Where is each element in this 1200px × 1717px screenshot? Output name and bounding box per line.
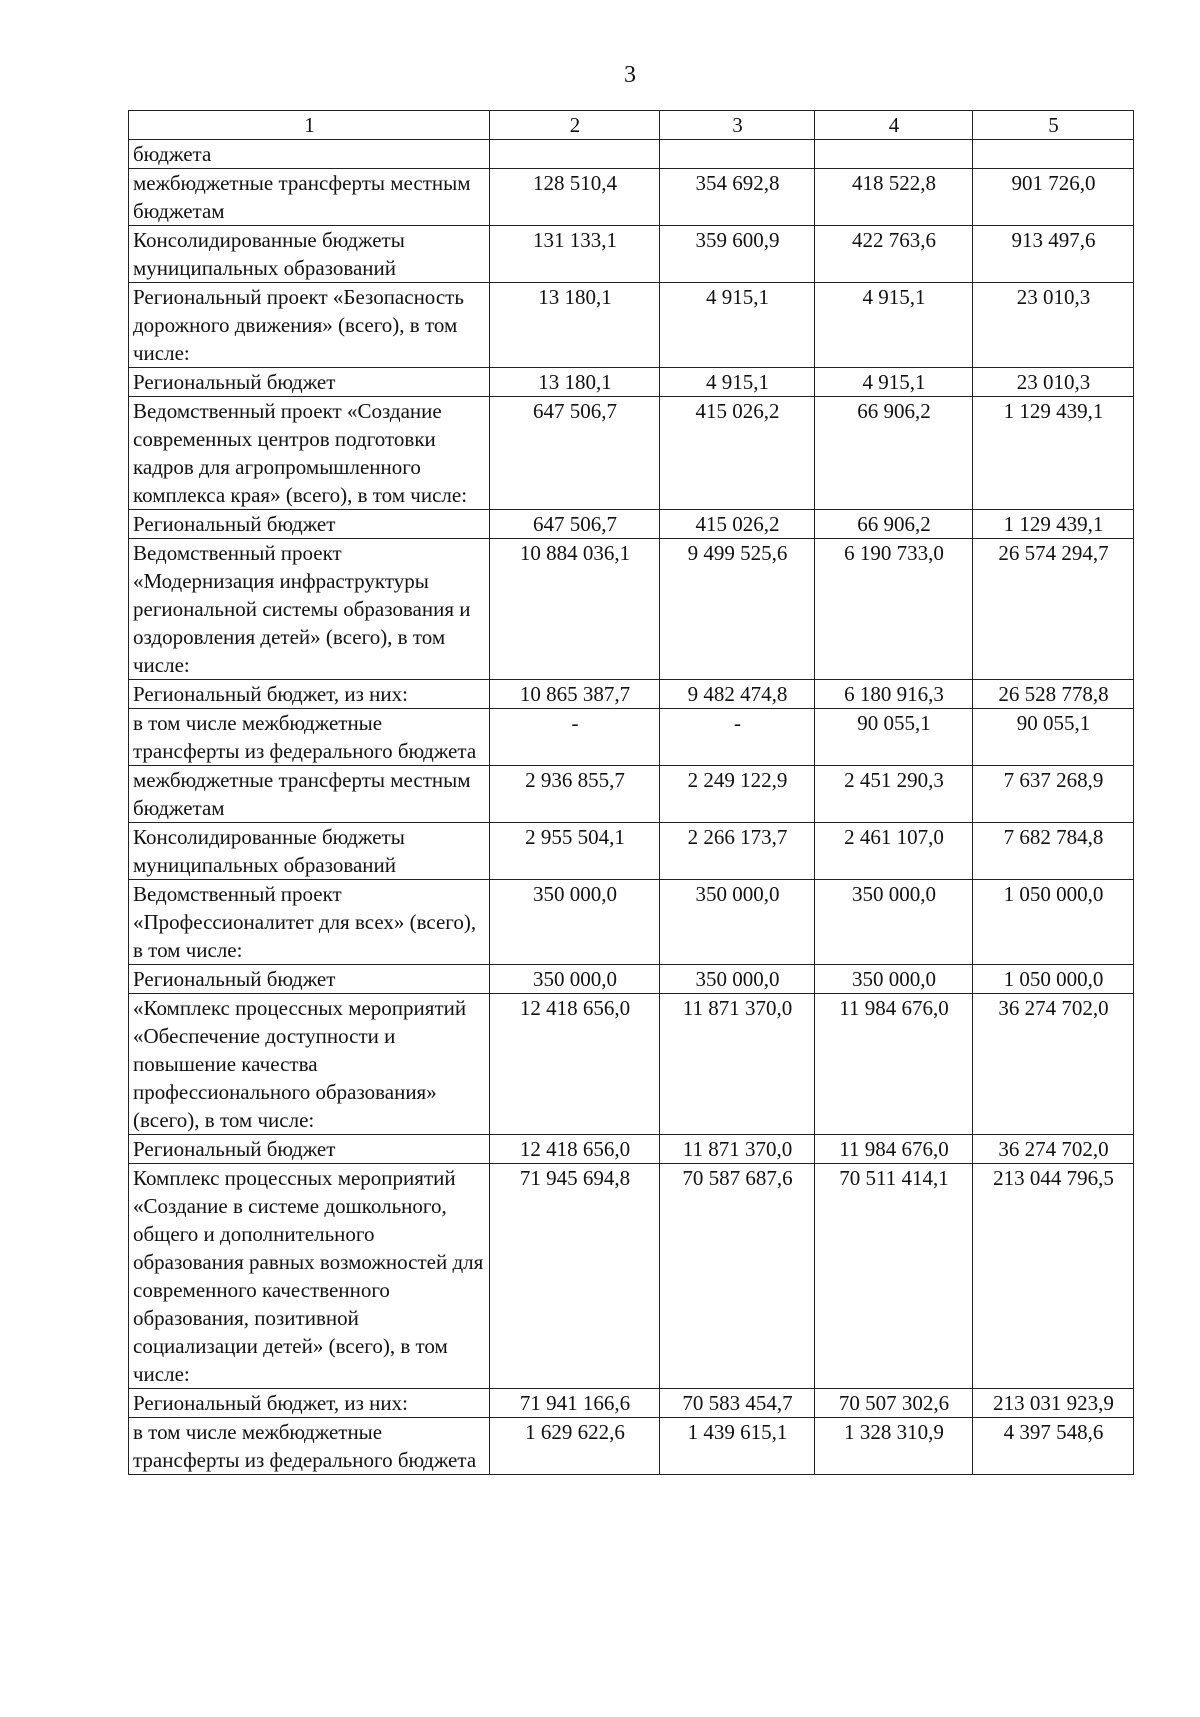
value-cell-col-5: 901 726,0 <box>973 169 1134 226</box>
row-label: Региональный бюджет <box>129 368 490 397</box>
value-cell-col-5 <box>973 140 1134 169</box>
row-label: межбюджетные трансферты местным бюджетам <box>129 169 490 226</box>
value-cell-col-4: 11 984 676,0 <box>815 1135 973 1164</box>
value-cell-col-3: 350 000,0 <box>660 880 815 965</box>
value-cell-col-5: 36 274 702,0 <box>973 1135 1134 1164</box>
row-label: Региональный бюджет, из них: <box>129 680 490 709</box>
value-cell-col-4 <box>815 140 973 169</box>
row-label: Консолидированные бюджеты муниципальных образований <box>129 823 490 880</box>
value-cell-col-2: 350 000,0 <box>490 965 660 994</box>
table-row <box>129 510 1134 539</box>
page-number: 3 <box>624 62 636 88</box>
value-cell-col-5: 213 031 923,9 <box>973 1389 1134 1418</box>
row-label: Консолидированные бюджеты муниципальных образований <box>129 226 490 283</box>
row-label: Региональный проект «Безопасность дорожного движения» (всего), в том числе: <box>129 283 490 368</box>
value-cell-col-2 <box>490 140 660 169</box>
budget-table <box>128 110 1134 1475</box>
value-cell-col-4: 90 055,1 <box>815 709 973 766</box>
row-label: Региональный бюджет <box>129 965 490 994</box>
header-cell-4: 4 <box>815 111 973 140</box>
value-cell-col-2: 12 418 656,0 <box>490 1135 660 1164</box>
table-row <box>129 880 1134 965</box>
value-cell-col-3: 354 692,8 <box>660 169 815 226</box>
value-cell-col-3: 9 482 474,8 <box>660 680 815 709</box>
budget-table-body <box>129 111 1134 1475</box>
table-row <box>129 965 1134 994</box>
value-cell-col-3: 4 915,1 <box>660 283 815 368</box>
value-cell-col-3: 359 600,9 <box>660 226 815 283</box>
value-cell-col-5: 1 129 439,1 <box>973 510 1134 539</box>
value-cell-col-3: 4 915,1 <box>660 368 815 397</box>
value-cell-col-4: 350 000,0 <box>815 880 973 965</box>
row-label: Региональный бюджет, из них: <box>129 1389 490 1418</box>
row-label: «Комплекс процессных мероприятий «Обеспечение доступности и повышение качества профессионального образования» (всего), в том числе: <box>129 994 490 1135</box>
value-cell-col-3: 2 266 173,7 <box>660 823 815 880</box>
value-cell-col-4: 6 180 916,3 <box>815 680 973 709</box>
value-cell-col-2: 71 945 694,8 <box>490 1164 660 1389</box>
row-label: Региональный бюджет <box>129 510 490 539</box>
value-cell-col-2: 1 629 622,6 <box>490 1418 660 1475</box>
value-cell-col-4: 66 906,2 <box>815 510 973 539</box>
value-cell-col-2: - <box>490 709 660 766</box>
value-cell-col-4: 11 984 676,0 <box>815 994 973 1135</box>
value-cell-col-3: 2 249 122,9 <box>660 766 815 823</box>
value-cell-col-5: 23 010,3 <box>973 368 1134 397</box>
value-cell-col-5: 1 050 000,0 <box>973 965 1134 994</box>
value-cell-col-3: 70 587 687,6 <box>660 1164 815 1389</box>
header-cell-3: 3 <box>660 111 815 140</box>
table-row <box>129 169 1134 226</box>
value-cell-col-3: 9 499 525,6 <box>660 539 815 680</box>
header-cell-1: 1 <box>129 111 490 140</box>
value-cell-col-4: 1 328 310,9 <box>815 1418 973 1475</box>
table-row <box>129 1389 1134 1418</box>
value-cell-col-2: 2 936 855,7 <box>490 766 660 823</box>
value-cell-col-2: 13 180,1 <box>490 368 660 397</box>
value-cell-col-3: 415 026,2 <box>660 397 815 510</box>
value-cell-col-5: 36 274 702,0 <box>973 994 1134 1135</box>
value-cell-col-2: 647 506,7 <box>490 397 660 510</box>
row-label: Ведомственный проект «Модернизация инфраструктуры региональной системы образования и оздоровления детей» (всего), в том числе: <box>129 539 490 680</box>
table-row <box>129 1164 1134 1389</box>
value-cell-col-3: 11 871 370,0 <box>660 994 815 1135</box>
table-row <box>129 994 1134 1135</box>
row-label: Ведомственный проект «Профессионалитет для всех» (всего), в том числе: <box>129 880 490 965</box>
table-row <box>129 397 1134 510</box>
value-cell-col-4: 2 451 290,3 <box>815 766 973 823</box>
value-cell-col-3 <box>660 140 815 169</box>
value-cell-col-5: 7 682 784,8 <box>973 823 1134 880</box>
value-cell-col-2: 128 510,4 <box>490 169 660 226</box>
value-cell-col-2: 131 133,1 <box>490 226 660 283</box>
value-cell-col-3: - <box>660 709 815 766</box>
table-row <box>129 766 1134 823</box>
table-row <box>129 709 1134 766</box>
value-cell-col-2: 71 941 166,6 <box>490 1389 660 1418</box>
value-cell-col-4: 70 511 414,1 <box>815 1164 973 1389</box>
value-cell-col-5: 23 010,3 <box>973 283 1134 368</box>
value-cell-col-2: 12 418 656,0 <box>490 994 660 1135</box>
value-cell-col-5: 213 044 796,5 <box>973 1164 1134 1389</box>
value-cell-col-5: 1 129 439,1 <box>973 397 1134 510</box>
value-cell-col-4: 422 763,6 <box>815 226 973 283</box>
value-cell-col-2: 2 955 504,1 <box>490 823 660 880</box>
value-cell-col-4: 6 190 733,0 <box>815 539 973 680</box>
table-row <box>129 140 1134 169</box>
value-cell-col-3: 70 583 454,7 <box>660 1389 815 1418</box>
row-label: бюджета <box>129 140 490 169</box>
header-cell-5: 5 <box>973 111 1134 140</box>
value-cell-col-5: 26 574 294,7 <box>973 539 1134 680</box>
table-row <box>129 1135 1134 1164</box>
table-row <box>129 680 1134 709</box>
value-cell-col-4: 2 461 107,0 <box>815 823 973 880</box>
value-cell-col-4: 350 000,0 <box>815 965 973 994</box>
value-cell-col-5: 26 528 778,8 <box>973 680 1134 709</box>
value-cell-col-2: 13 180,1 <box>490 283 660 368</box>
value-cell-col-2: 647 506,7 <box>490 510 660 539</box>
header-cell-2: 2 <box>490 111 660 140</box>
table-row <box>129 226 1134 283</box>
table-row <box>129 823 1134 880</box>
table-row <box>129 368 1134 397</box>
value-cell-col-5: 1 050 000,0 <box>973 880 1134 965</box>
value-cell-col-4: 4 915,1 <box>815 368 973 397</box>
row-label: Ведомственный проект «Создание современных центров подготовки кадров для агропромышленного комплекса края» (всего), в том числе: <box>129 397 490 510</box>
row-label: в том числе межбюджетные трансферты из федерального бюджета <box>129 709 490 766</box>
value-cell-col-4: 4 915,1 <box>815 283 973 368</box>
value-cell-col-3: 1 439 615,1 <box>660 1418 815 1475</box>
header-row <box>129 111 1134 140</box>
value-cell-col-4: 418 522,8 <box>815 169 973 226</box>
row-label: Комплекс процессных мероприятий «Создание в системе дошкольного, общего и дополнительного образования равных возможностей для современного качественного образования, позитивной социализации детей» (всего), в том числе: <box>129 1164 490 1389</box>
value-cell-col-5: 90 055,1 <box>973 709 1134 766</box>
table-row <box>129 1418 1134 1475</box>
value-cell-col-3: 11 871 370,0 <box>660 1135 815 1164</box>
value-cell-col-3: 350 000,0 <box>660 965 815 994</box>
value-cell-col-2: 10 884 036,1 <box>490 539 660 680</box>
table-row <box>129 539 1134 680</box>
value-cell-col-2: 10 865 387,7 <box>490 680 660 709</box>
row-label: межбюджетные трансферты местным бюджетам <box>129 766 490 823</box>
row-label: Региональный бюджет <box>129 1135 490 1164</box>
value-cell-col-3: 415 026,2 <box>660 510 815 539</box>
value-cell-col-4: 70 507 302,6 <box>815 1389 973 1418</box>
row-label: в том числе межбюджетные трансферты из федерального бюджета <box>129 1418 490 1475</box>
value-cell-col-4: 66 906,2 <box>815 397 973 510</box>
value-cell-col-5: 4 397 548,6 <box>973 1418 1134 1475</box>
table-row <box>129 283 1134 368</box>
value-cell-col-2: 350 000,0 <box>490 880 660 965</box>
value-cell-col-5: 913 497,6 <box>973 226 1134 283</box>
value-cell-col-5: 7 637 268,9 <box>973 766 1134 823</box>
